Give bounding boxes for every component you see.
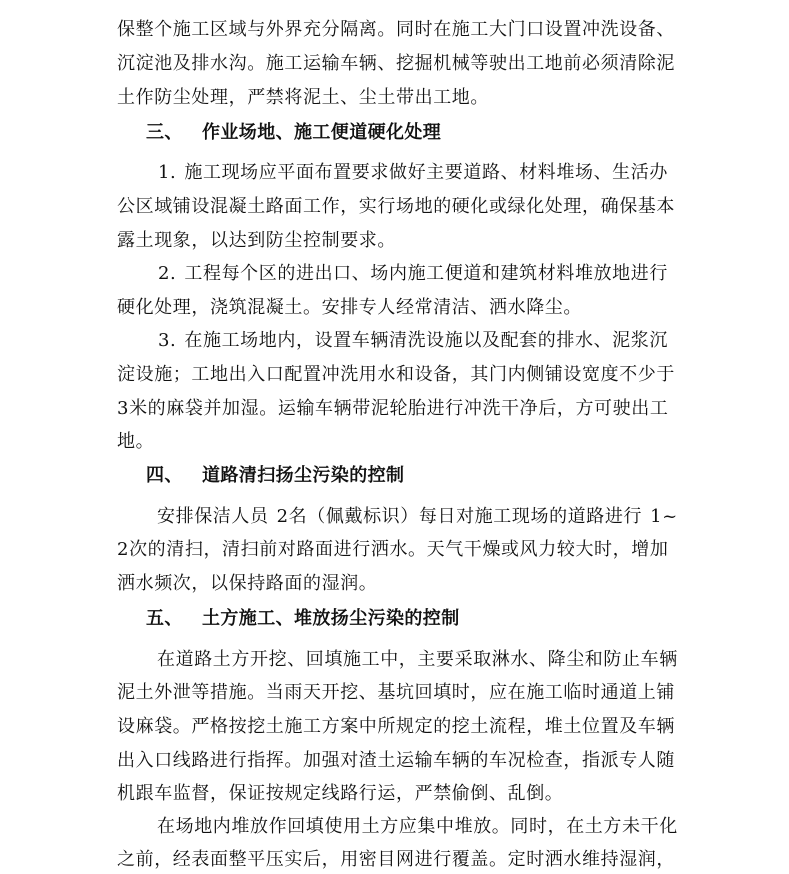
section-number: 三、 — [146, 122, 183, 143]
paragraph-line: 公区域铺设混凝土路面工作，实行场地的硬化或绿化处理，确保基本 — [117, 196, 675, 217]
list-item-2 — [158, 265, 718, 283]
section-title: 道路清扫扬尘污染的控制 — [202, 465, 405, 486]
paragraph-line: 淀设施；工地出入口配置冲洗用水和设备，其门内侧铺设宽度不少于 — [117, 364, 675, 385]
section-number: 五、 — [146, 608, 183, 629]
section-heading-3 — [146, 124, 706, 142]
paragraph-line: 泥土外泄等措施。当雨天开挖、基坑回填时，应在施工临时通道上铺 — [117, 682, 675, 703]
list-item-3 — [158, 332, 718, 350]
paragraph-line: 露土现象，以达到防尘控制要求。 — [117, 230, 396, 251]
line-text: 次的清扫，清扫前对路面进行洒水。天气干燥或风力较大时，增加 — [129, 539, 669, 560]
paragraph-line: 土作防尘处理，严禁将泥土、尘土带出工地。 — [117, 87, 489, 108]
item-text: 施工现场应平面布置要求做好主要道路、材料堆场、生活办 — [184, 162, 668, 183]
paragraph-line: 出入口线路进行指挥。加强对渣土运输车辆的车况检查，指派专人随 — [117, 750, 675, 771]
list-item-1 — [158, 164, 718, 182]
inline-number: 2 — [117, 539, 130, 560]
item-text: 工程每个区的进出口、场内施工便道和建筑材料堆放地进行 — [184, 263, 668, 284]
inline-number: 1~ — [650, 506, 678, 527]
paragraph-line: 机跟车监督，保证按规定线路行运，严禁偷倒、乱倒。 — [117, 783, 564, 804]
paragraph-line — [157, 508, 717, 526]
item-number: 3. — [158, 330, 177, 351]
paragraph-line: 在场地内堆放作回填使用土方应集中堆放。同时，在土方未干化 — [157, 816, 678, 837]
line-text: 名（佩戴标识）每日对施工现场的道路进行 — [288, 506, 643, 527]
section-title: 作业场地、施工便道硬化处理 — [202, 122, 442, 143]
line-text: 米的麻袋并加湿。运输车辆带泥轮胎进行冲洗干净后，方可驶出工 — [129, 398, 669, 419]
item-number: 1. — [158, 162, 177, 183]
item-text: 在施工场地内，设置车辆清洗设施以及配套的排水、泥浆沉 — [184, 330, 668, 351]
inline-number: 3 — [117, 398, 130, 419]
section-heading-4 — [146, 467, 706, 485]
section-heading-5 — [146, 610, 706, 628]
line-text: 安排保洁人员 — [157, 506, 269, 527]
paragraph-line: 之前，经表面整平压实后，用密目网进行覆盖。定时洒水维持湿润， — [117, 849, 675, 870]
paragraph-line: 洒水频次，以保持路面的湿润。 — [117, 573, 378, 594]
paragraph-line: 保整个施工区域与外界充分隔离。同时在施工大门口设置冲洗设备、 — [117, 19, 675, 40]
section-title: 土方施工、堆放扬尘污染的控制 — [202, 608, 460, 629]
item-number: 2. — [158, 263, 177, 284]
paragraph-line: 沉淀池及排水沟。施工运输车辆、挖掘机械等驶出工地前必须清除泥 — [117, 53, 675, 74]
inline-number: 2 — [276, 506, 289, 527]
paragraph-line: 在道路土方开挖、回填施工中，主要采取淋水、降尘和防止车辆 — [157, 649, 678, 670]
paragraph-line: 设麻袋。严格按挖土施工方案中所规定的挖土流程，堆土位置及车辆 — [117, 716, 675, 737]
paragraph-line: 地。 — [117, 431, 155, 452]
section-number: 四、 — [146, 465, 183, 486]
paragraph-line: 硬化处理，浇筑混凝土。安排专人经常清洁、洒水降尘。 — [117, 297, 582, 318]
paragraph-line — [117, 400, 677, 418]
paragraph-line — [117, 541, 677, 559]
